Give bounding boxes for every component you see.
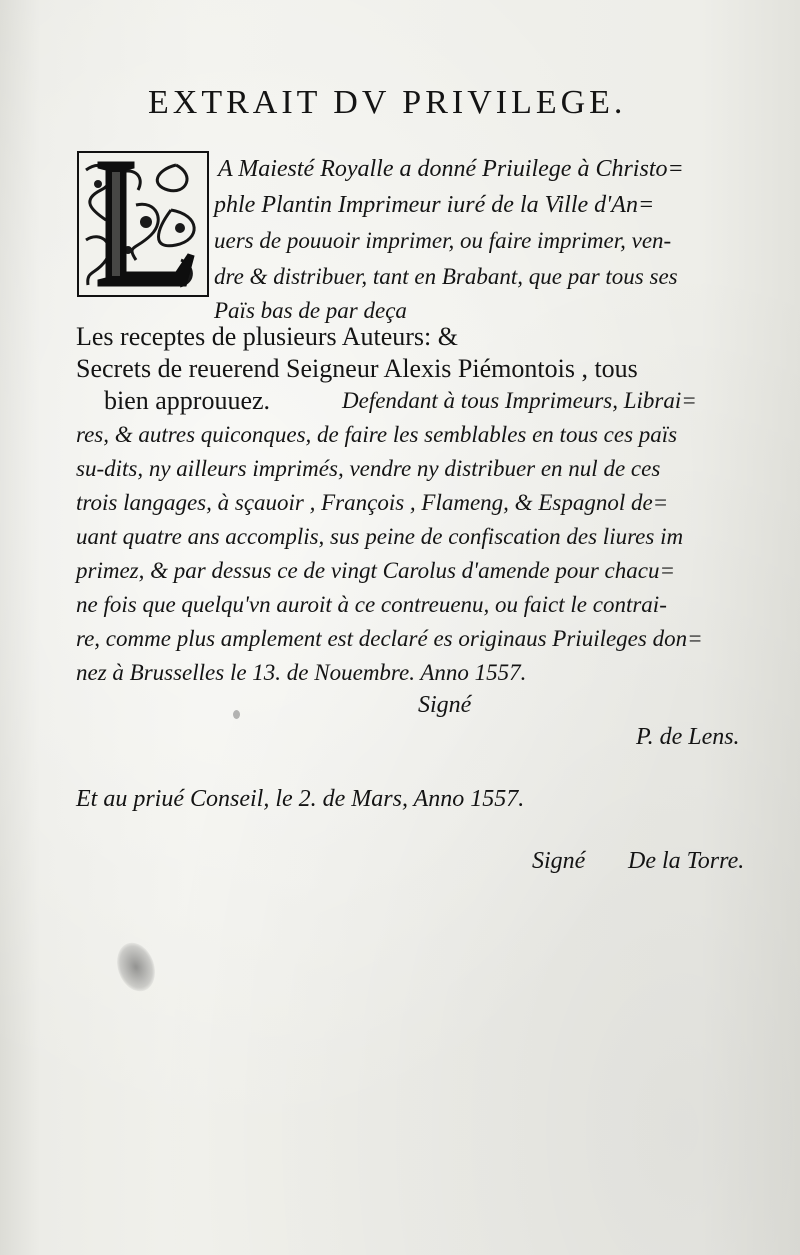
text-line-10: su-dits, ny ailleurs imprimés, vendre ny distribuer en nul de ces: [76, 456, 661, 481]
text-line-16: nez à Brusselles le 13. de Nouembre. Anno 1557.: [76, 660, 527, 685]
text-line-1: A Maiesté Royalle a donné Priuilege à Christo=: [218, 156, 684, 182]
signe-label-2: Signé: [532, 848, 586, 874]
text-line-8: bien approuuez.: [104, 386, 271, 415]
text-line-2: phle Plantin Imprimeur iuré de la Ville d'An=: [214, 192, 655, 218]
page-title: EXTRAIT DV PRIVILEGE.: [148, 84, 627, 121]
signe-label-1: Signé: [418, 692, 472, 718]
text-line-5: Païs bas de par deça: [214, 298, 407, 323]
text-line-6: Les receptes de plusieurs Auteurs: &: [76, 322, 458, 351]
text-line-9: res, & autres quiconques, de faire les semblables en tous ces païs: [76, 422, 678, 447]
text-line-15: re, comme plus amplement est declaré es originaus Priuileges don=: [76, 626, 703, 651]
ink-speck: [233, 710, 240, 719]
text-line-8-continuation: Defendant à tous Imprimeurs, Librai=: [342, 388, 697, 413]
ink-stain: [111, 937, 162, 996]
ornamental-initial-letter: [76, 150, 210, 298]
signatory-1: P. de Lens.: [636, 724, 740, 750]
council-line: Et au priué Conseil, le 2. de Mars, Anno 1557.: [76, 786, 525, 812]
text-line-12: uant quatre ans accomplis, sus peine de confiscation des liures im: [76, 524, 684, 549]
text-line-14: ne fois que quelqu'vn auroit à ce contreuenu, ou faict le contrai-: [76, 592, 667, 617]
signatory-2: De la Torre.: [628, 848, 745, 874]
text-line-4: dre & distribuer, tant en Brabant, que par tous ses: [214, 264, 678, 289]
text-line-13: primez, & par dessus ce de vingt Carolus d'amende pour chacu=: [76, 558, 675, 583]
text-line-7: Secrets de reuerend Seigneur Alexis Piémontois , tous: [76, 354, 638, 383]
text-line-3: uers de pouuoir imprimer, ou faire imprimer, ven-: [214, 228, 672, 253]
text-line-11: trois langages, à sçauoir , François , Flameng, & Espagnol de=: [76, 490, 669, 515]
